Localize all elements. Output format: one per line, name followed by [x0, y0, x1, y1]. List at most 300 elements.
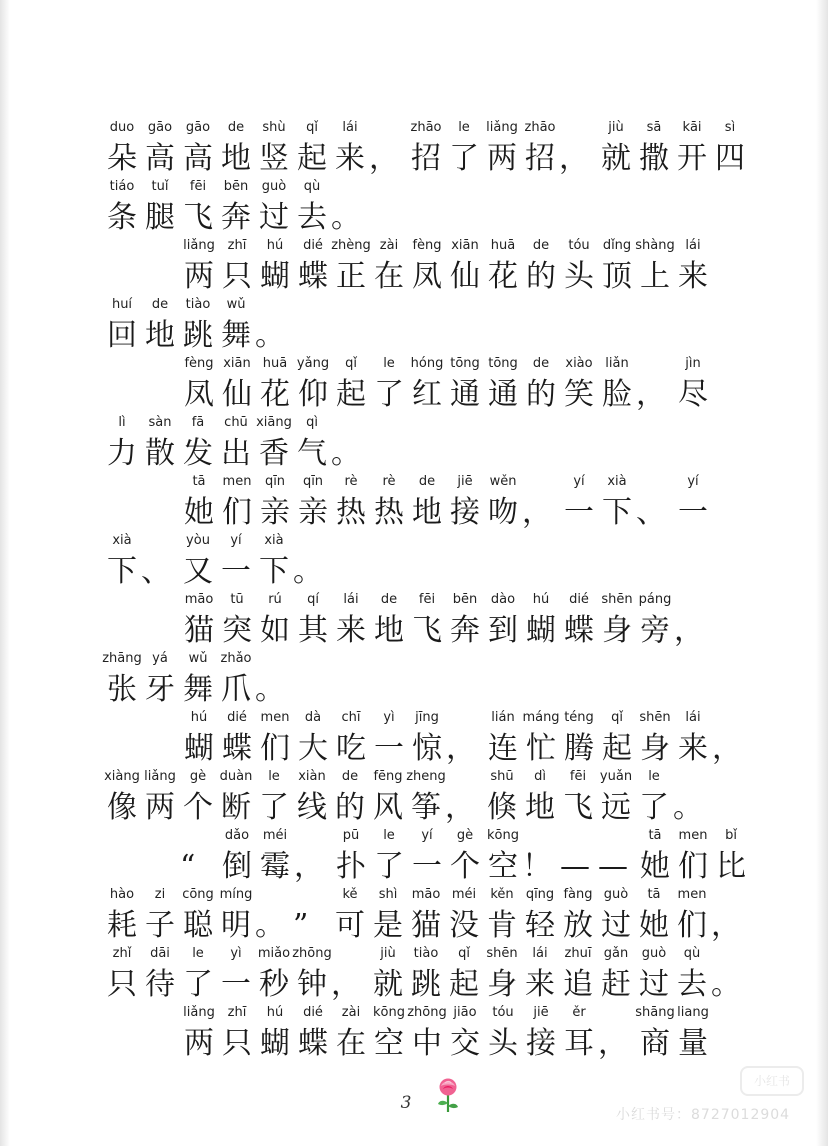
hanzi: 地	[374, 613, 404, 648]
pinyin: jìn	[685, 356, 701, 371]
hanzi: 了	[449, 141, 479, 176]
pinyin: huí	[111, 297, 133, 312]
hanzi: 。	[331, 200, 361, 235]
hanzi: 们	[222, 495, 252, 530]
pinyin: pū	[342, 828, 360, 843]
character-with-pinyin	[521, 120, 559, 184]
hanzi: 连	[488, 731, 518, 766]
hanzi: 子	[145, 908, 175, 943]
pinyin: jiē	[533, 1005, 549, 1020]
text-line	[103, 179, 369, 243]
pinyin: liǎng	[486, 120, 518, 135]
hanzi: 突	[222, 613, 252, 648]
text-line	[180, 592, 712, 656]
pinyin: hú	[266, 1005, 284, 1020]
hanzi: 地	[525, 790, 555, 825]
pinyin: zài	[341, 1005, 361, 1020]
text-line	[180, 1005, 712, 1069]
hanzi: 追	[563, 967, 593, 1002]
hanzi: 热	[336, 495, 366, 530]
hanzi: 可	[335, 908, 365, 943]
pinyin: tóu	[492, 1005, 514, 1020]
pinyin: xià	[112, 533, 132, 548]
hanzi: 来	[335, 141, 365, 176]
punctuation	[560, 828, 598, 892]
hanzi: 们	[678, 849, 708, 884]
pinyin: shù	[262, 120, 286, 135]
pinyin: téng	[564, 710, 594, 725]
hanzi: 腿	[145, 200, 175, 235]
pinyin: qí	[307, 592, 319, 607]
hanzi: ！	[522, 849, 552, 884]
pinyin: liǎng	[183, 238, 215, 253]
hanzi: 条	[107, 200, 137, 235]
pinyin: jiē	[457, 474, 473, 489]
character-with-pinyin	[256, 828, 294, 892]
pinyin: xiāng	[256, 415, 292, 430]
pinyin: gāo	[147, 120, 173, 135]
text-line	[180, 356, 712, 420]
hanzi: 空	[374, 1026, 404, 1061]
pinyin: zhōng	[407, 1005, 447, 1020]
pinyin: xià	[264, 533, 284, 548]
character-with-pinyin	[598, 356, 636, 420]
pinyin: qù	[303, 179, 321, 194]
hanzi: 过	[601, 908, 631, 943]
pinyin: qù	[683, 946, 701, 961]
hanzi: 力	[107, 436, 137, 471]
hanzi: 聪	[183, 908, 213, 943]
pinyin: qīng	[525, 887, 555, 902]
hanzi: 比	[716, 849, 746, 884]
hanzi: 腾	[564, 731, 594, 766]
pinyin: yí	[421, 828, 433, 843]
pinyin: gāo	[185, 120, 211, 135]
pinyin: zài	[379, 238, 399, 253]
pinyin: guò	[641, 946, 667, 961]
pinyin: tóu	[568, 238, 590, 253]
hanzi: 们	[677, 908, 707, 943]
hanzi: ，	[522, 495, 552, 530]
pinyin: huā	[262, 356, 288, 371]
text-line	[180, 828, 750, 892]
hanzi: 尽	[678, 377, 708, 412]
pinyin: le	[192, 946, 204, 961]
hanzi: 一	[374, 731, 404, 766]
pinyin: liǎn	[605, 356, 629, 371]
pinyin: chī	[341, 710, 361, 725]
punctuation	[255, 651, 293, 715]
hanzi: 赶	[601, 967, 631, 1002]
pinyin: kě	[342, 887, 358, 902]
hanzi: ，	[445, 790, 475, 825]
hanzi: 凤	[184, 377, 214, 412]
watermark-logo: 小红书	[740, 1066, 804, 1096]
pinyin: yá	[152, 651, 168, 666]
hanzi: 过	[259, 200, 289, 235]
pinyin: shì	[378, 887, 398, 902]
pinyin: xiān	[451, 238, 479, 253]
hanzi: 起	[336, 377, 366, 412]
pinyin: bēn	[223, 179, 249, 194]
hanzi: ，	[674, 613, 704, 648]
pinyin: shēn	[486, 946, 518, 961]
hanzi: 起	[449, 967, 479, 1002]
hanzi: 过	[639, 967, 669, 1002]
hanzi: 接	[526, 1026, 556, 1061]
hanzi: 秒	[259, 967, 289, 1002]
pinyin: sā	[646, 120, 662, 135]
watermark: 小红书号：8727012904	[616, 1107, 791, 1123]
hanzi: 了	[183, 967, 213, 1002]
pinyin: tuǐ	[151, 179, 169, 194]
punctuation	[255, 297, 293, 361]
pinyin: men	[222, 474, 252, 489]
hanzi: 热	[374, 495, 404, 530]
hanzi: 断	[221, 790, 251, 825]
hanzi: 吃	[336, 731, 366, 766]
pinyin: zhāng	[102, 651, 142, 666]
hanzi: 四	[715, 141, 745, 176]
text-line	[103, 946, 749, 1010]
pinyin: men	[678, 828, 708, 843]
hanzi: 牙	[145, 672, 175, 707]
pinyin: zhāo	[524, 120, 556, 135]
punctuation	[331, 179, 369, 243]
hanzi: 下	[107, 554, 137, 589]
hanzi: 蝶	[222, 731, 252, 766]
character-with-pinyin	[293, 179, 331, 243]
hanzi: 她	[184, 495, 214, 530]
pinyin: máng	[522, 710, 560, 725]
hanzi: 红	[412, 377, 442, 412]
punctuation	[293, 533, 331, 597]
hanzi: ，	[712, 731, 742, 766]
pinyin: dǎo	[224, 828, 250, 843]
hanzi: 。	[255, 672, 285, 707]
pinyin: qǐ	[345, 356, 357, 371]
hanzi: 吻	[488, 495, 518, 530]
pinyin: sì	[724, 120, 736, 135]
character-with-pinyin	[636, 592, 674, 656]
hanzi: 蝶	[564, 613, 594, 648]
hanzi: ，	[331, 967, 361, 1002]
hanzi: 了	[374, 849, 404, 884]
hanzi: 去	[297, 200, 327, 235]
pinyin: qīn	[302, 474, 324, 489]
pinyin: wǔ	[188, 651, 208, 666]
pinyin: men	[260, 710, 290, 725]
hanzi: 远	[601, 790, 631, 825]
hanzi: 。	[255, 908, 285, 943]
pinyin: zi	[154, 887, 166, 902]
pinyin: le	[268, 769, 280, 784]
pinyin: shēn	[601, 592, 633, 607]
hanzi: 跳	[411, 967, 441, 1002]
pinyin: de	[227, 120, 245, 135]
hanzi: 花	[260, 377, 290, 412]
pinyin: tā	[648, 828, 662, 843]
pinyin: méi	[262, 828, 288, 843]
pinyin: le	[648, 769, 660, 784]
pinyin: hóng	[410, 356, 444, 371]
hanzi: 一	[564, 495, 594, 530]
hanzi: 跳	[183, 318, 213, 353]
pinyin: yí	[687, 474, 699, 489]
hanzi: 奔	[221, 200, 251, 235]
text-line	[103, 769, 711, 833]
hanzi: 、	[636, 495, 666, 530]
punctuation	[331, 415, 369, 479]
character-with-pinyin	[408, 710, 446, 774]
pinyin: zhāo	[410, 120, 442, 135]
pinyin: cōng	[182, 887, 214, 902]
character-with-pinyin	[673, 946, 711, 1010]
hanzi: 舞	[183, 672, 213, 707]
pinyin: lái	[685, 710, 701, 725]
pinyin: tiáo	[109, 179, 135, 194]
text-line	[103, 651, 293, 715]
hanzi: 没	[449, 908, 479, 943]
hanzi: 待	[145, 967, 175, 1002]
pinyin: shēn	[639, 710, 671, 725]
hanzi: 量	[678, 1026, 708, 1061]
hanzi: 飞	[563, 790, 593, 825]
pinyin: fèng	[412, 238, 442, 253]
hanzi: 线	[297, 790, 327, 825]
hanzi: 钟	[297, 967, 327, 1002]
hanzi: 撒	[639, 141, 669, 176]
pinyin: lián	[491, 710, 515, 725]
hanzi: 正	[336, 259, 366, 294]
hanzi: 起	[297, 141, 327, 176]
pinyin: le	[458, 120, 470, 135]
page-edge-right	[816, 0, 828, 1146]
text-line	[103, 415, 369, 479]
hanzi: 通	[450, 377, 480, 412]
hanzi: 轻	[525, 908, 555, 943]
hanzi: 只	[222, 1026, 252, 1061]
pinyin: fēi	[189, 179, 207, 194]
hanzi: ，	[636, 377, 666, 412]
hanzi: ，	[369, 141, 399, 176]
character-with-pinyin	[635, 769, 673, 833]
hanzi: 下	[259, 554, 289, 589]
hanzi: 仙	[222, 377, 252, 412]
hanzi: 来	[678, 259, 708, 294]
hanzi: 飞	[183, 200, 213, 235]
punctuation	[255, 887, 293, 951]
pinyin: míng	[219, 887, 253, 902]
hanzi: 蝶	[298, 259, 328, 294]
hanzi: 猫	[184, 613, 214, 648]
hanzi: 舞	[221, 318, 251, 353]
pinyin: rè	[382, 474, 396, 489]
hanzi: 飞	[412, 613, 442, 648]
hanzi: 头	[564, 259, 594, 294]
hanzi: 明	[221, 908, 251, 943]
pinyin: yǎng	[296, 356, 330, 371]
character-with-pinyin	[293, 415, 331, 479]
pinyin: dào	[490, 592, 516, 607]
pinyin: fèng	[184, 356, 214, 371]
hanzi: 开	[677, 141, 707, 176]
pinyin: tōng	[488, 356, 518, 371]
pinyin: gǎn	[603, 946, 629, 961]
character-with-pinyin	[484, 474, 522, 538]
pinyin: liang	[677, 1005, 709, 1020]
hanzi: 出	[221, 436, 251, 471]
hanzi: 竖	[259, 141, 289, 176]
hanzi: 其	[298, 613, 328, 648]
pinyin: lái	[342, 120, 358, 135]
character-with-pinyin	[560, 1005, 598, 1069]
hanzi: 她	[639, 908, 669, 943]
punctuation	[711, 887, 749, 951]
pinyin: kāi	[682, 120, 702, 135]
hanzi: 身	[487, 967, 517, 1002]
hanzi: ”	[293, 908, 309, 943]
pinyin: māo	[411, 887, 441, 902]
pinyin: dié	[303, 1005, 323, 1020]
pinyin: liǎng	[183, 1005, 215, 1020]
hanzi: 了	[639, 790, 669, 825]
hanzi: 通	[488, 377, 518, 412]
hanzi: 在	[336, 1026, 366, 1061]
pinyin: bǐ	[725, 828, 737, 843]
pinyin: yí	[230, 533, 242, 548]
hanzi: 们	[260, 731, 290, 766]
page-edge-left	[0, 0, 10, 1146]
hanzi: 来	[336, 613, 366, 648]
pinyin: hú	[532, 592, 550, 607]
character-with-pinyin	[103, 533, 141, 597]
pinyin: lái	[343, 592, 359, 607]
hanzi: 猫	[411, 908, 441, 943]
hanzi: 一	[678, 495, 708, 530]
hanzi: 身	[602, 613, 632, 648]
hanzi: 笑	[564, 377, 594, 412]
hanzi: —	[560, 849, 590, 884]
pinyin: yì	[383, 710, 395, 725]
hanzi: 。	[711, 967, 741, 1002]
hanzi: ，	[294, 849, 324, 884]
hanzi: 忙	[526, 731, 556, 766]
pinyin: rú	[268, 592, 282, 607]
pinyin: dǐng	[602, 238, 632, 253]
text-line	[103, 887, 749, 951]
pinyin: kōng	[487, 828, 519, 843]
text-line	[103, 120, 749, 184]
hanzi: 肯	[487, 908, 517, 943]
pinyin: xiàn	[298, 769, 326, 784]
pinyin: hào	[109, 887, 135, 902]
pinyin: de	[341, 769, 359, 784]
hanzi: 蝴	[184, 731, 214, 766]
hanzi: 高	[145, 141, 175, 176]
character-with-pinyin	[255, 533, 293, 597]
hanzi: 扑	[336, 849, 366, 884]
hanzi: —	[598, 849, 628, 884]
hanzi: 起	[602, 731, 632, 766]
hanzi: 。	[255, 318, 285, 353]
pinyin: yí	[573, 474, 585, 489]
character-with-pinyin	[673, 887, 711, 951]
hanzi: ，	[711, 908, 741, 943]
pinyin: wǔ	[226, 297, 246, 312]
hanzi: 蝴	[260, 1026, 290, 1061]
hanzi: 爪	[221, 672, 251, 707]
pinyin: fàng	[563, 887, 593, 902]
pinyin: chū	[224, 415, 248, 430]
pinyin: de	[418, 474, 436, 489]
character-with-pinyin	[331, 120, 369, 184]
character-with-pinyin	[598, 474, 636, 538]
hanzi: 蝶	[298, 1026, 328, 1061]
hanzi: 地	[221, 141, 251, 176]
pinyin: tā	[647, 887, 661, 902]
hanzi: 花	[488, 259, 518, 294]
character-with-pinyin	[674, 1005, 712, 1069]
hanzi: ，	[559, 141, 589, 176]
pinyin: gè	[189, 769, 207, 784]
hanzi: 。	[673, 790, 703, 825]
hanzi: 倏	[487, 790, 517, 825]
pinyin: de	[532, 238, 550, 253]
pinyin: tā	[192, 474, 206, 489]
pinyin: qīn	[264, 474, 286, 489]
hanzi: 来	[525, 967, 555, 1002]
character-with-pinyin	[674, 474, 712, 538]
hanzi: 耗	[107, 908, 137, 943]
hanzi: 一	[221, 554, 251, 589]
pinyin: lái	[685, 238, 701, 253]
hanzi: ，	[446, 731, 476, 766]
hanzi: 一	[221, 967, 251, 1002]
pinyin: rè	[344, 474, 358, 489]
hanzi: 两	[184, 1026, 214, 1061]
hanzi: 旁	[640, 613, 670, 648]
character-with-pinyin	[674, 710, 712, 774]
hanzi: 张	[107, 672, 137, 707]
rose-icon	[433, 1077, 463, 1113]
pinyin: wěn	[489, 474, 517, 489]
character-with-pinyin	[674, 238, 712, 302]
hanzi: 招	[411, 141, 441, 176]
pinyin: tōng	[450, 356, 480, 371]
pinyin: bēn	[452, 592, 478, 607]
hanzi: 就	[373, 967, 403, 1002]
hanzi: 空	[488, 849, 518, 884]
hanzi: 地	[145, 318, 175, 353]
pinyin: zhī	[227, 238, 247, 253]
text-line	[180, 710, 750, 774]
pinyin: zhèng	[331, 238, 371, 253]
hanzi: 大	[298, 731, 328, 766]
hanzi: 去	[677, 967, 707, 1002]
punctuation	[711, 946, 749, 1010]
text-line	[180, 238, 712, 302]
pinyin: le	[383, 356, 395, 371]
hanzi: 商	[640, 1026, 670, 1061]
pinyin: duo	[109, 120, 135, 135]
pinyin: yuǎn	[599, 769, 633, 784]
hanzi: 奔	[450, 613, 480, 648]
pinyin: dì	[534, 769, 546, 784]
hanzi: ，	[598, 1026, 628, 1061]
pinyin: páng	[638, 592, 672, 607]
hanzi: 凤	[412, 259, 442, 294]
